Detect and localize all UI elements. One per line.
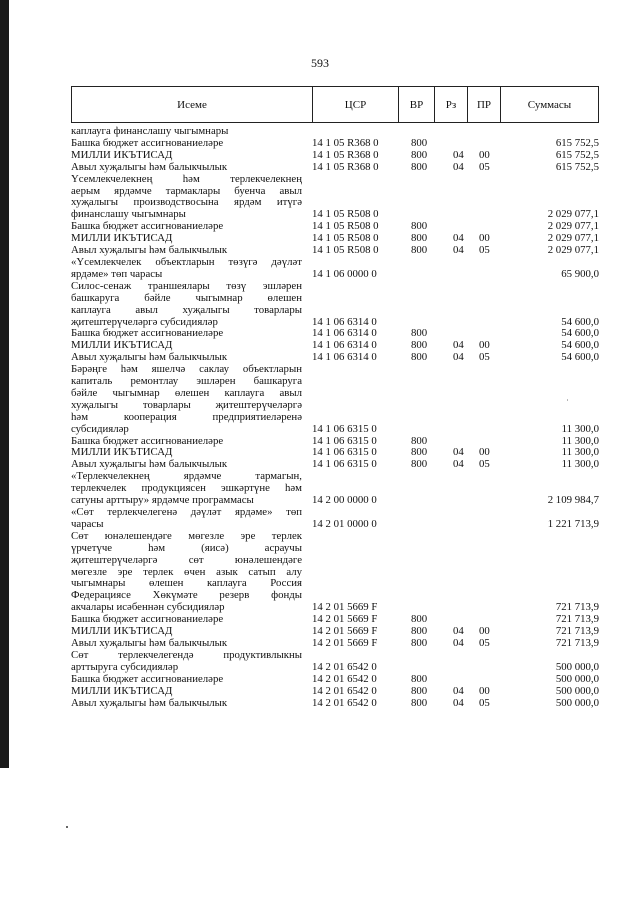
row-pr: 00 <box>479 148 490 161</box>
row-sum: 2 109 984,7 <box>547 494 599 507</box>
row-rz: 04 <box>453 244 464 257</box>
row-csr: 14 1 06 0000 0 <box>312 267 377 280</box>
row-name-line: сатуны арттыру» ярдәмче программасы <box>71 494 254 507</box>
row-name-line: МИЛЛИ ИКЪТИСАД <box>71 339 173 352</box>
row-name-line: «Терлекчелекнең ярдәмче тармагын, <box>71 470 302 483</box>
row-pr: 05 <box>479 351 490 364</box>
row-name-line: Башка бюджет ассигнованиеләре <box>71 613 224 626</box>
row-pr: 00 <box>479 232 490 245</box>
row-csr: 14 1 05 R508 0 <box>312 232 379 245</box>
row-name-line: Башка бюджет ассигнованиеләре <box>71 136 224 149</box>
row-name-line: капиталь ремонтлау эшләрен башкаруга <box>71 375 302 388</box>
row-rz: 04 <box>453 339 464 352</box>
row-sum: 54 600,0 <box>561 327 599 340</box>
row-pr: 05 <box>479 636 490 649</box>
row-rz: 04 <box>453 458 464 471</box>
row-pr: 05 <box>479 244 490 257</box>
row-vr: 800 <box>411 232 428 245</box>
row-rz: 04 <box>453 148 464 161</box>
table-row <box>71 531 599 614</box>
row-name <box>71 364 302 435</box>
row-name-line: аерым ярдәмче тармаклары буенча авыл <box>71 184 302 197</box>
row-name-line: Федерациясе Хөкүмәте резерв фонды <box>71 589 302 602</box>
row-vr: 800 <box>411 625 428 638</box>
row-csr: 14 1 05 R508 0 <box>312 244 379 257</box>
col-header-sum: Суммасы <box>527 98 572 111</box>
row-sum: 500 000,0 <box>555 672 599 685</box>
row-name-line: Сөт терлекчелегендә продуктивлыкны <box>71 648 302 661</box>
row-name <box>71 150 302 162</box>
row-sum: 54 600,0 <box>561 339 599 352</box>
row-sum: 615 752,5 <box>555 160 599 173</box>
row-rz: 04 <box>453 160 464 173</box>
row-name <box>71 650 302 674</box>
row-sum: 2 029 077,1 <box>547 244 599 257</box>
row-name <box>71 507 302 531</box>
row-vr: 800 <box>411 339 428 352</box>
row-sum: 500 000,0 <box>555 660 599 673</box>
row-name <box>71 686 302 698</box>
row-rz: 04 <box>453 684 464 697</box>
row-name-line: җитештерүчеләргә сөт юнәлешендәге <box>71 553 302 566</box>
row-name-line: ярдәме» төп чарасы <box>71 267 163 280</box>
row-name-line: субсидияләр <box>71 422 129 435</box>
row-rz: 04 <box>453 446 464 459</box>
row-sum: 721 713,9 <box>555 613 599 626</box>
scan-speck <box>66 826 68 828</box>
row-name-line: Башка бюджет ассигнованиеләре <box>71 434 224 447</box>
row-name-line: Авыл хуҗалыгы һәм балыкчылык <box>71 696 228 709</box>
row-name-line: Башка бюджет ассигнованиеләре <box>71 220 224 233</box>
row-sum: 2 029 077,1 <box>547 208 599 221</box>
row-name-line: үрчетүче һәм (яисә) асраучы <box>71 541 302 554</box>
scan-mark: ˙ <box>566 398 569 408</box>
row-name-line: МИЛЛИ ИКЪТИСАД <box>71 684 173 697</box>
row-csr: 14 1 05 R508 0 <box>312 220 379 233</box>
row-rz: 04 <box>453 636 464 649</box>
row-name <box>71 174 302 222</box>
row-vr: 800 <box>411 696 428 709</box>
row-vr: 800 <box>411 160 428 173</box>
row-name-line: хуҗалыгы товарлары җитештерүчеләргә <box>71 398 302 411</box>
row-sum: 1 221 713,9 <box>547 517 599 530</box>
col-header-name: Исеме <box>72 87 313 122</box>
row-name-line: МИЛЛИ ИКЪТИСАД <box>71 625 173 638</box>
row-name <box>71 471 302 507</box>
row-vr: 800 <box>411 220 428 233</box>
row-name-line: мөгезле эре терлек өчен азык сатып алу <box>71 565 302 578</box>
row-csr: 14 2 01 6542 0 <box>312 696 377 709</box>
row-name <box>71 531 302 614</box>
row-name <box>71 162 302 174</box>
row-name-line: акчалары исәбеннән субсидияләр <box>71 601 225 614</box>
row-csr: 14 1 06 6315 0 <box>312 434 377 447</box>
table-row <box>71 471 599 507</box>
row-sum: 2 029 077,1 <box>547 220 599 233</box>
table-body <box>71 126 599 709</box>
row-pr: 05 <box>479 160 490 173</box>
row-name-line: чыгымнары өлешен каплауга Россия <box>71 577 302 590</box>
row-csr: 14 2 01 5669 F <box>312 625 378 638</box>
table-row <box>71 674 599 686</box>
row-name-line: арттыруга субсидияләр <box>71 660 179 673</box>
row-name-line: Башка бюджет ассигнованиеләре <box>71 327 224 340</box>
col-header-csr: ЦСР <box>313 87 399 122</box>
row-csr: 14 1 05 R368 0 <box>312 160 379 173</box>
row-name-line: бәйле чыгымнар өлешен каплауга авыл <box>71 386 302 399</box>
table-row <box>71 650 599 674</box>
table-header <box>71 86 599 123</box>
row-name-line: терлекчелек продукциясен эшкәртүне һәм <box>71 482 302 495</box>
row-sum: 615 752,5 <box>555 148 599 161</box>
row-vr: 800 <box>411 434 428 447</box>
table-row <box>71 698 599 710</box>
row-csr: 14 1 06 6315 0 <box>312 458 377 471</box>
row-rz: 04 <box>453 696 464 709</box>
row-pr: 00 <box>479 339 490 352</box>
scan-edge-bar <box>0 0 9 768</box>
row-pr: 05 <box>479 458 490 471</box>
row-csr: 14 1 05 R508 0 <box>312 208 379 221</box>
row-sum: 721 713,9 <box>555 625 599 638</box>
row-vr: 800 <box>411 446 428 459</box>
row-sum: 65 900,0 <box>561 267 599 280</box>
row-vr: 800 <box>411 327 428 340</box>
col-header-vr: ВР <box>399 87 435 122</box>
row-csr: 14 1 06 6314 0 <box>312 339 377 352</box>
row-sum: 721 713,9 <box>555 601 599 614</box>
col-header-rz: Рз <box>435 87 468 122</box>
row-vr: 800 <box>411 244 428 257</box>
row-name-line: Башка бюджет ассигнованиеләре <box>71 672 224 685</box>
row-name-line: Авыл хуҗалыгы һәм балыкчылык <box>71 351 228 364</box>
table-row <box>71 364 599 435</box>
table-row <box>71 686 599 698</box>
row-sum: 54 600,0 <box>561 351 599 364</box>
row-csr: 14 1 06 6314 0 <box>312 351 377 364</box>
row-csr: 14 1 05 R368 0 <box>312 148 379 161</box>
table-row <box>71 174 599 222</box>
row-vr: 800 <box>411 613 428 626</box>
row-name-line: җитештерүчеләргә субсидияләр <box>71 315 218 328</box>
row-name-line: Авыл хуҗалыгы һәм балыкчылык <box>71 160 228 173</box>
row-csr: 14 2 01 5669 F <box>312 613 378 626</box>
row-name-line: «Сөт терлекчелегенә дәүләт ярдәме» төп <box>71 506 302 518</box>
row-csr: 14 2 01 5669 F <box>312 601 378 614</box>
row-name-line: МИЛЛИ ИКЪТИСАД <box>71 446 173 459</box>
row-csr: 14 2 01 0000 0 <box>312 517 377 530</box>
row-csr: 14 2 00 0000 0 <box>312 494 377 507</box>
row-vr: 800 <box>411 136 428 149</box>
row-name-line: башкаруга бәйле чыгымнар өлешен <box>71 291 302 304</box>
row-vr: 800 <box>411 684 428 697</box>
row-name-line: Авыл хуҗалыгы һәм балыкчылык <box>71 244 228 257</box>
row-rz: 04 <box>453 232 464 245</box>
row-csr: 14 2 01 5669 F <box>312 636 378 649</box>
row-sum: 2 029 077,1 <box>547 232 599 245</box>
row-csr: 14 1 05 R368 0 <box>312 136 379 149</box>
row-name-line: Үсемлекчелекнең һәм терлекчелекнең <box>71 172 302 185</box>
row-sum: 11 300,0 <box>561 446 599 459</box>
row-rz: 04 <box>453 351 464 364</box>
row-pr: 00 <box>479 446 490 459</box>
row-csr: 14 1 06 6314 0 <box>312 327 377 340</box>
row-name-line: МИЛЛИ ИКЪТИСАД <box>71 148 173 161</box>
row-pr: 00 <box>479 625 490 638</box>
row-csr: 14 1 06 6315 0 <box>312 422 377 435</box>
row-name-line: һәм кооперация предприятиеләренә <box>71 410 302 423</box>
row-name-line: Бәрәңге һәм яшелчә саклау объектларын <box>71 363 302 376</box>
table-row <box>71 257 599 281</box>
row-name-line: каплауга авыл хуҗалыгы товарлары <box>71 303 302 316</box>
row-name <box>71 257 302 281</box>
row-vr: 800 <box>411 636 428 649</box>
row-sum: 11 300,0 <box>561 458 599 471</box>
page-number: 593 <box>311 56 329 70</box>
row-name-line: МИЛЛИ ИКЪТИСАД <box>71 232 173 245</box>
row-sum: 500 000,0 <box>555 696 599 709</box>
row-vr: 800 <box>411 458 428 471</box>
row-name-line: Сөт юнәлешендәге мөгезле эре терлек <box>71 529 302 542</box>
table-row <box>71 162 599 174</box>
row-csr: 14 1 06 6314 0 <box>312 315 377 328</box>
row-sum: 615 752,5 <box>555 136 599 149</box>
row-name-line: чарасы <box>71 517 104 530</box>
row-name-line: «Үсемлекчелек объектларын төзүгә дәүләт <box>71 255 302 268</box>
row-name-line: финанслашу чыгымнары <box>71 208 186 221</box>
row-pr: 00 <box>479 684 490 697</box>
row-name-line: хуҗалыгы производствосына ярдәм итүгә <box>71 196 302 209</box>
row-vr: 800 <box>411 351 428 364</box>
row-vr: 800 <box>411 672 428 685</box>
row-sum: 11 300,0 <box>561 422 599 435</box>
row-csr: 14 2 01 6542 0 <box>312 660 377 673</box>
col-header-pr: ПР <box>468 87 501 122</box>
table-row <box>71 281 599 329</box>
table-row <box>71 150 599 162</box>
row-csr: 14 2 01 6542 0 <box>312 672 377 685</box>
row-name-line: Авыл хуҗалыгы һәм балыкчылык <box>71 636 228 649</box>
row-sum: 500 000,0 <box>555 684 599 697</box>
table-row <box>71 507 599 531</box>
row-pr: 05 <box>479 696 490 709</box>
row-name-line: Силос-сенаж траншеялары төзү эшләрен <box>71 279 302 292</box>
row-name-line: каплауга финанслашу чыгымнары <box>71 125 229 137</box>
row-rz: 04 <box>453 625 464 638</box>
row-vr: 800 <box>411 148 428 161</box>
row-name-line: Авыл хуҗалыгы һәм балыкчылык <box>71 458 228 471</box>
row-name <box>71 281 302 329</box>
row-sum: 721 713,9 <box>555 636 599 649</box>
budget-table <box>71 86 599 709</box>
row-name <box>71 698 302 710</box>
row-name <box>71 674 302 686</box>
row-csr: 14 2 01 6542 0 <box>312 684 377 697</box>
row-sum: 11 300,0 <box>561 434 599 447</box>
row-sum: 54 600,0 <box>561 315 599 328</box>
row-csr: 14 1 06 6315 0 <box>312 446 377 459</box>
